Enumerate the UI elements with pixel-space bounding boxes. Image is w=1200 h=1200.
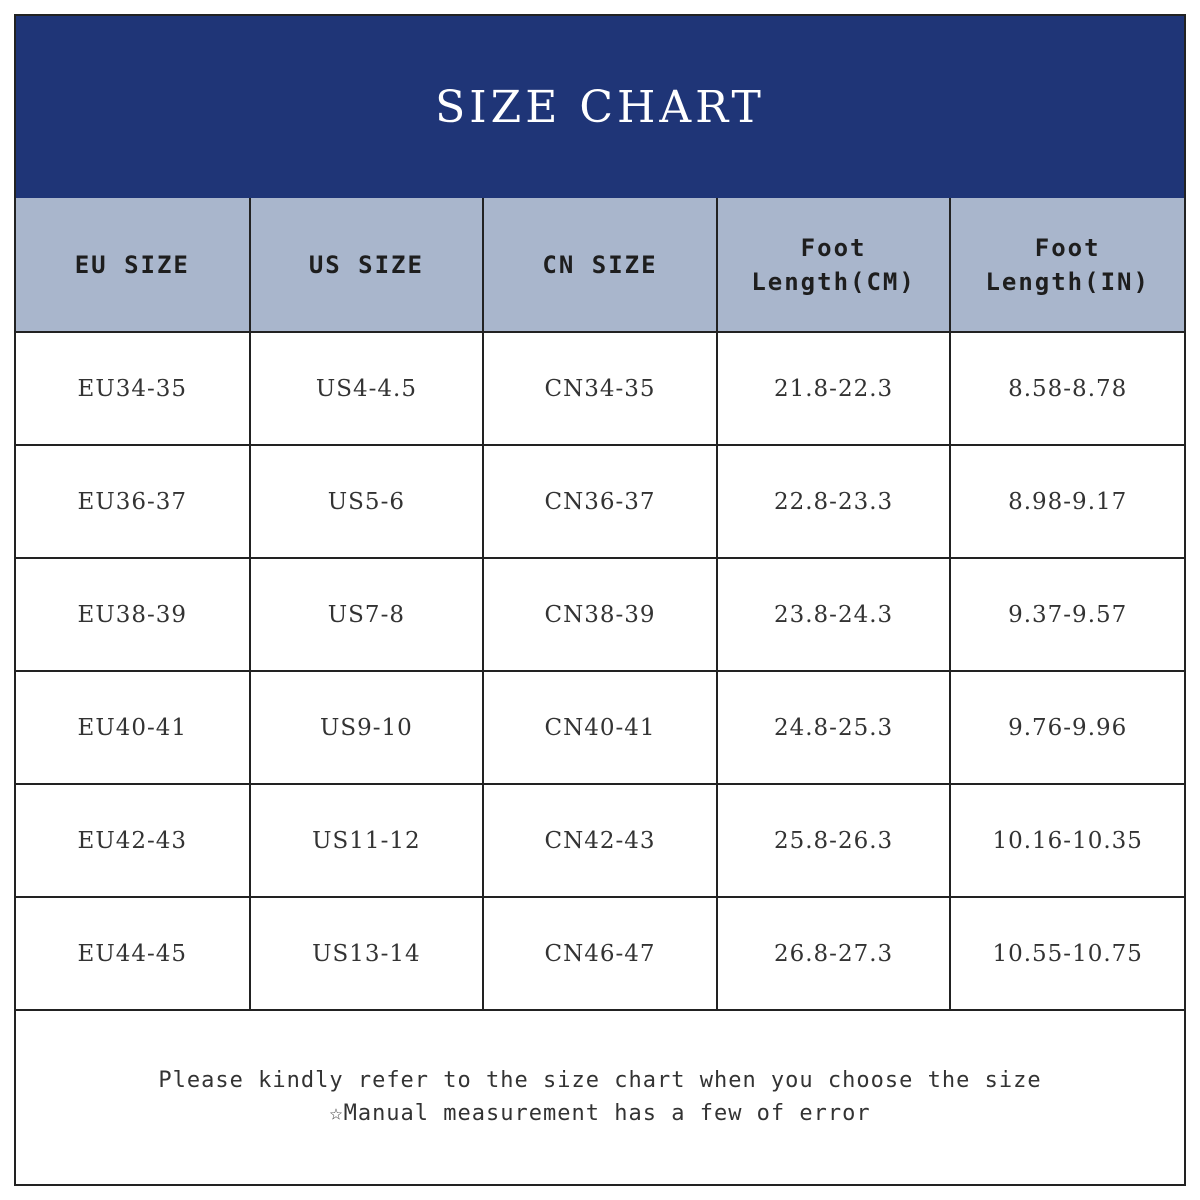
cell-foot-length-in: 8.58-8.78 [950,332,1184,445]
cell-us-size: US5-6 [250,445,484,558]
header-foot-length-in [950,198,1184,332]
cell-eu-size: EU38-39 [16,558,250,671]
cell-foot-length-in: 9.76-9.96 [950,671,1184,784]
table-row [16,558,1184,671]
cell-eu-size: EU44-45 [16,897,250,1010]
cell-foot-length-cm: 24.8-25.3 [717,671,951,784]
header-cn-size [483,198,717,332]
cell-eu-size: EU40-41 [16,671,250,784]
title-banner [16,16,1184,200]
header-us-size [250,198,484,332]
cell-foot-length-in: 10.55-10.75 [950,897,1184,1010]
page-title: SIZE CHART [435,81,765,133]
size-table [16,198,1184,1011]
header-foot-length-cm [717,198,951,332]
header-row [16,198,1184,332]
cell-foot-length-cm: 25.8-26.3 [717,784,951,897]
cell-cn-size: CN40-41 [483,671,717,784]
note-line-refer: Please kindly refer to the size chart when you choose the size [158,1067,1042,1093]
header-eu-size [16,198,250,332]
cell-cn-size: CN36-37 [483,445,717,558]
cell-eu-size: EU34-35 [16,332,250,445]
cell-foot-length-cm: 21.8-22.3 [717,332,951,445]
header-label: EU SIZE [74,250,190,279]
table-row [16,671,1184,784]
cell-cn-size: CN34-35 [483,332,717,445]
header-label: Foot [800,233,867,262]
cell-cn-size: CN42-43 [483,784,717,897]
cell-foot-length-cm: 23.8-24.3 [717,558,951,671]
table-row [16,445,1184,558]
cell-eu-size: EU36-37 [16,445,250,558]
cell-us-size: US4-4.5 [250,332,484,445]
cell-cn-size: CN46-47 [483,897,717,1010]
table-row [16,897,1184,1010]
table-row [16,784,1184,897]
cell-foot-length-in: 9.37-9.57 [950,558,1184,671]
cell-cn-size: CN38-39 [483,558,717,671]
cell-us-size: US7-8 [250,558,484,671]
table-row [16,332,1184,445]
cell-us-size: US9-10 [250,671,484,784]
header-label: US SIZE [308,250,424,279]
cell-eu-size: EU42-43 [16,784,250,897]
cell-foot-length-in: 10.16-10.35 [950,784,1184,897]
cell-us-size: US13-14 [250,897,484,1010]
cell-foot-length-cm: 22.8-23.3 [717,445,951,558]
header-label: Foot [1034,233,1101,262]
size-chart-card [14,14,1186,1186]
cell-foot-length-in: 8.98-9.17 [950,445,1184,558]
header-label: Length(CM) [751,267,916,296]
cell-us-size: US11-12 [250,784,484,897]
size-note [16,1009,1184,1184]
note-line-measurement: ☆Manual measurement has a few of error [329,1100,871,1126]
header-label: Length(IN) [985,267,1150,296]
header-label: CN SIZE [542,250,658,279]
cell-foot-length-cm: 26.8-27.3 [717,897,951,1010]
